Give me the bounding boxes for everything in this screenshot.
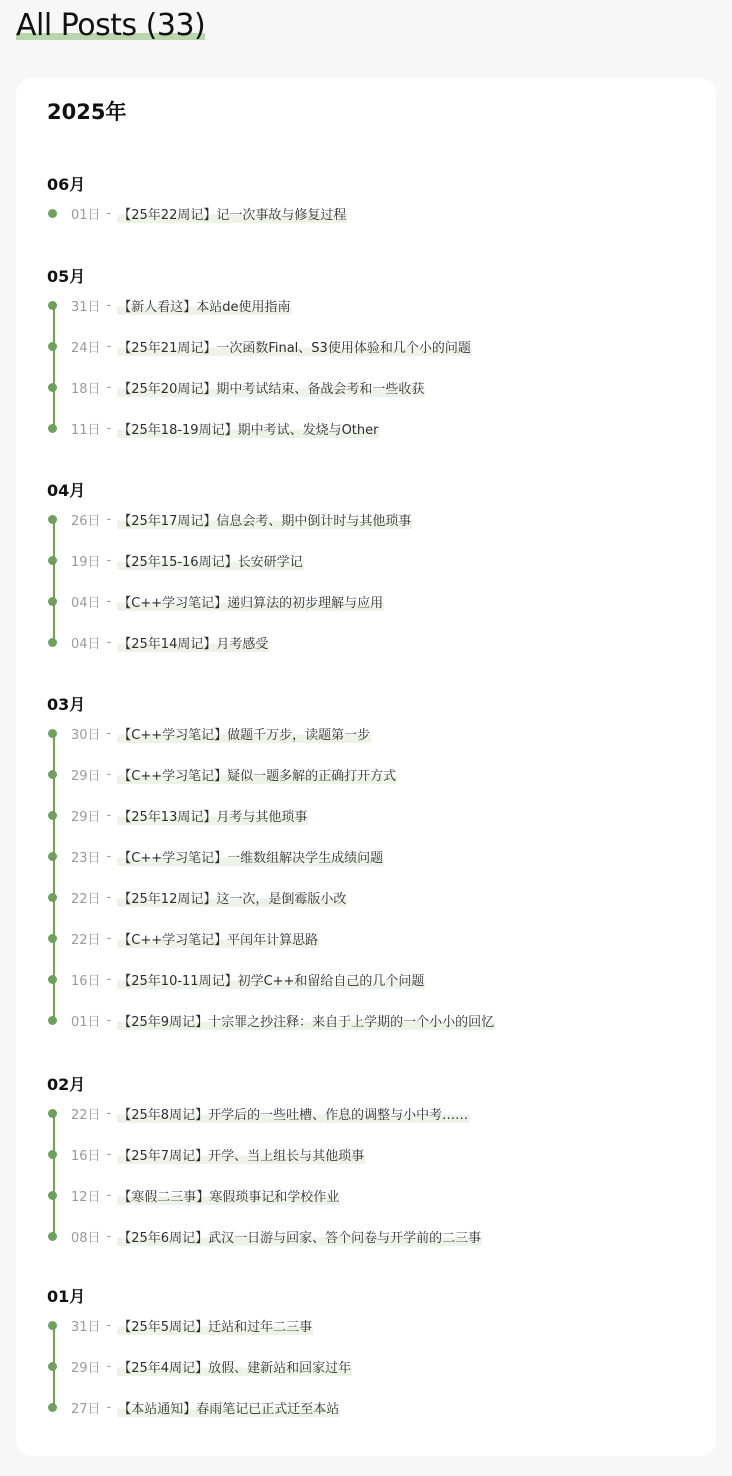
page-title-text: All Posts (33) (16, 8, 206, 43)
timeline-dot-icon (48, 597, 57, 606)
post-item[interactable] (48, 1396, 340, 1418)
post-separator: - (106, 1187, 112, 1203)
post-title-link[interactable]: 【新人看这】本站de使用指南 (117, 296, 291, 315)
timeline-dot-icon (48, 342, 57, 351)
post-day: 30日 (71, 727, 101, 743)
post-item[interactable] (48, 631, 269, 653)
post-item[interactable] (48, 335, 472, 357)
post-item[interactable] (48, 1355, 352, 1377)
post-day: 23日 (71, 850, 101, 866)
timeline-dot-icon (48, 893, 57, 902)
post-day: 01日 (71, 207, 101, 223)
post-separator: - (106, 725, 112, 741)
post-day: 12日 (71, 1189, 101, 1205)
post-separator: - (106, 1228, 112, 1244)
post-separator: - (106, 848, 112, 864)
post-title-link[interactable]: 【25年10-11周记】初学C++和留给自己的几个问题 (117, 970, 425, 989)
timeline-dot-icon (48, 1232, 57, 1241)
post-day: 29日 (71, 809, 101, 825)
post-item[interactable] (48, 968, 425, 990)
timeline-dot-icon (48, 1321, 57, 1330)
post-day: 31日 (71, 1319, 101, 1335)
post-item[interactable] (48, 376, 425, 398)
post-title-link[interactable]: 【25年8周记】开学后的一些吐槽、作息的调整与小中考…… (117, 1104, 469, 1123)
post-day: 08日 (71, 1230, 101, 1246)
post-separator: - (106, 889, 112, 905)
month-heading: 02月 (47, 1075, 86, 1094)
post-item[interactable] (48, 845, 384, 867)
post-item[interactable] (48, 508, 412, 530)
timeline-dot-icon (48, 301, 57, 310)
month-heading: 06月 (47, 175, 86, 194)
post-item[interactable] (48, 804, 308, 826)
post-day: 04日 (71, 636, 101, 652)
post-item[interactable] (48, 1225, 482, 1247)
post-item[interactable] (48, 722, 371, 744)
post-title-link[interactable]: 【25年21周记】一次函数Final、S3使用体验和几个小的问题 (117, 337, 472, 356)
post-title-link[interactable]: 【25年20周记】期中考试结束、备战会考和一些收获 (117, 378, 425, 397)
post-day: 01日 (71, 1014, 101, 1030)
post-day: 19日 (71, 554, 101, 570)
timeline-dot-icon (48, 515, 57, 524)
post-day: 18日 (71, 381, 101, 397)
post-separator: - (106, 593, 112, 609)
post-title-link[interactable]: 【25年14周记】月考感受 (117, 633, 269, 652)
post-title-link[interactable]: 【寒假二三事】寒假琐事记和学校作业 (117, 1186, 340, 1205)
post-day: 16日 (71, 973, 101, 989)
post-title-link[interactable]: 【本站通知】春雨笔记已正式迁至本站 (117, 1398, 340, 1417)
post-separator: - (106, 1317, 112, 1333)
post-day: 16日 (71, 1148, 101, 1164)
timeline-dot-icon (48, 556, 57, 565)
timeline-dot-icon (48, 852, 57, 861)
post-day: 22日 (71, 932, 101, 948)
month-heading: 03月 (47, 695, 86, 714)
post-separator: - (106, 1358, 112, 1374)
post-title-link[interactable]: 【C++学习笔记】递归算法的初步理解与应用 (117, 592, 384, 611)
post-separator: - (106, 297, 112, 313)
post-separator: - (106, 1146, 112, 1162)
timeline-dot-icon (48, 729, 57, 738)
post-separator: - (106, 552, 112, 568)
post-day: 31日 (71, 299, 101, 315)
month-heading: 04月 (47, 481, 86, 500)
post-item[interactable] (48, 417, 379, 439)
post-day: 04日 (71, 595, 101, 611)
post-title-link[interactable]: 【25年13周记】月考与其他琐事 (117, 806, 308, 825)
post-title-link[interactable]: 【25年5周记】迁站和过年二三事 (117, 1316, 313, 1335)
post-separator: - (106, 1105, 112, 1121)
timeline-dot-icon (48, 770, 57, 779)
post-day: 29日 (71, 1360, 101, 1376)
post-title-link[interactable]: 【25年22周记】记一次事故与修复过程 (117, 204, 347, 223)
post-title-link[interactable]: 【25年9周记】十宗罪之抄注释：来自于上学期的一个小小的回忆 (117, 1011, 495, 1030)
post-item[interactable] (48, 202, 347, 224)
post-title-link[interactable]: 【25年12周记】这一次，是倒霉版小改 (117, 888, 347, 907)
post-title-link[interactable]: 【C++学习笔记】平闰年计算思路 (117, 929, 319, 948)
post-day: 24日 (71, 340, 101, 356)
timeline-dot-icon (48, 1403, 57, 1412)
page-title (16, 8, 205, 43)
post-separator: - (106, 807, 112, 823)
post-title-link[interactable]: 【C++学习笔记】做题千万步，读题第一步 (117, 724, 371, 743)
post-separator: - (106, 766, 112, 782)
post-item[interactable] (48, 1184, 340, 1206)
post-separator: - (106, 634, 112, 650)
post-item[interactable] (48, 886, 347, 908)
timeline-dot-icon (48, 1109, 57, 1118)
post-separator: - (106, 379, 112, 395)
timeline-dot-icon (48, 1150, 57, 1159)
post-title-link[interactable]: 【25年15-16周记】长安研学记 (117, 551, 303, 570)
post-day: 22日 (71, 891, 101, 907)
post-item[interactable] (48, 590, 384, 612)
archive-card (16, 78, 716, 1456)
timeline-dot-icon (48, 1362, 57, 1371)
timeline-dot-icon (48, 209, 57, 218)
post-day: 22日 (71, 1107, 101, 1123)
post-separator: - (106, 1399, 112, 1415)
post-day: 27日 (71, 1401, 101, 1417)
month-heading: 01月 (47, 1287, 86, 1306)
post-separator: - (106, 420, 112, 436)
post-item[interactable] (48, 294, 292, 316)
post-item[interactable] (48, 1102, 469, 1124)
post-item[interactable] (48, 927, 319, 949)
post-day: 26日 (71, 513, 101, 529)
timeline-line (53, 305, 55, 428)
timeline-dot-icon (48, 975, 57, 984)
post-title-link[interactable]: 【25年7周记】开学、当上组长与其他琐事 (117, 1145, 365, 1164)
post-item[interactable] (48, 1143, 365, 1165)
post-title-link[interactable]: 【C++学习笔记】疑似一题多解的正确打开方式 (117, 765, 397, 784)
post-separator: - (106, 205, 112, 221)
post-title-link[interactable]: 【25年18-19周记】期中考试、发烧与Other (117, 419, 379, 438)
post-item[interactable] (48, 1009, 495, 1031)
post-item[interactable] (48, 549, 304, 571)
post-separator: - (106, 930, 112, 946)
post-separator: - (106, 971, 112, 987)
month-heading: 05月 (47, 267, 86, 286)
timeline-dot-icon (48, 1016, 57, 1025)
post-day: 11日 (71, 422, 101, 438)
timeline-dot-icon (48, 811, 57, 820)
post-title-link[interactable]: 【25年6周记】武汉一日游与回家、答个问卷与开学前的二三事 (117, 1227, 482, 1246)
post-item[interactable] (48, 1314, 313, 1336)
timeline-dot-icon (48, 934, 57, 943)
post-day: 29日 (71, 768, 101, 784)
year-heading: 2025年 (47, 100, 127, 124)
post-title-link[interactable]: 【25年4周记】放假、建新站和回家过年 (117, 1357, 352, 1376)
timeline-dot-icon (48, 638, 57, 647)
timeline-dot-icon (48, 1191, 57, 1200)
timeline-line (53, 1113, 55, 1236)
post-separator: - (106, 338, 112, 354)
post-separator: - (106, 1012, 112, 1028)
post-item[interactable] (48, 763, 397, 785)
timeline-dot-icon (48, 383, 57, 392)
timeline-line (53, 519, 55, 642)
post-separator: - (106, 511, 112, 527)
timeline-dot-icon (48, 424, 57, 433)
post-title-link[interactable]: 【25年17周记】信息会考、期中倒计时与其他琐事 (117, 510, 412, 529)
post-title-link[interactable]: 【C++学习笔记】一维数组解决学生成绩问题 (117, 847, 384, 866)
